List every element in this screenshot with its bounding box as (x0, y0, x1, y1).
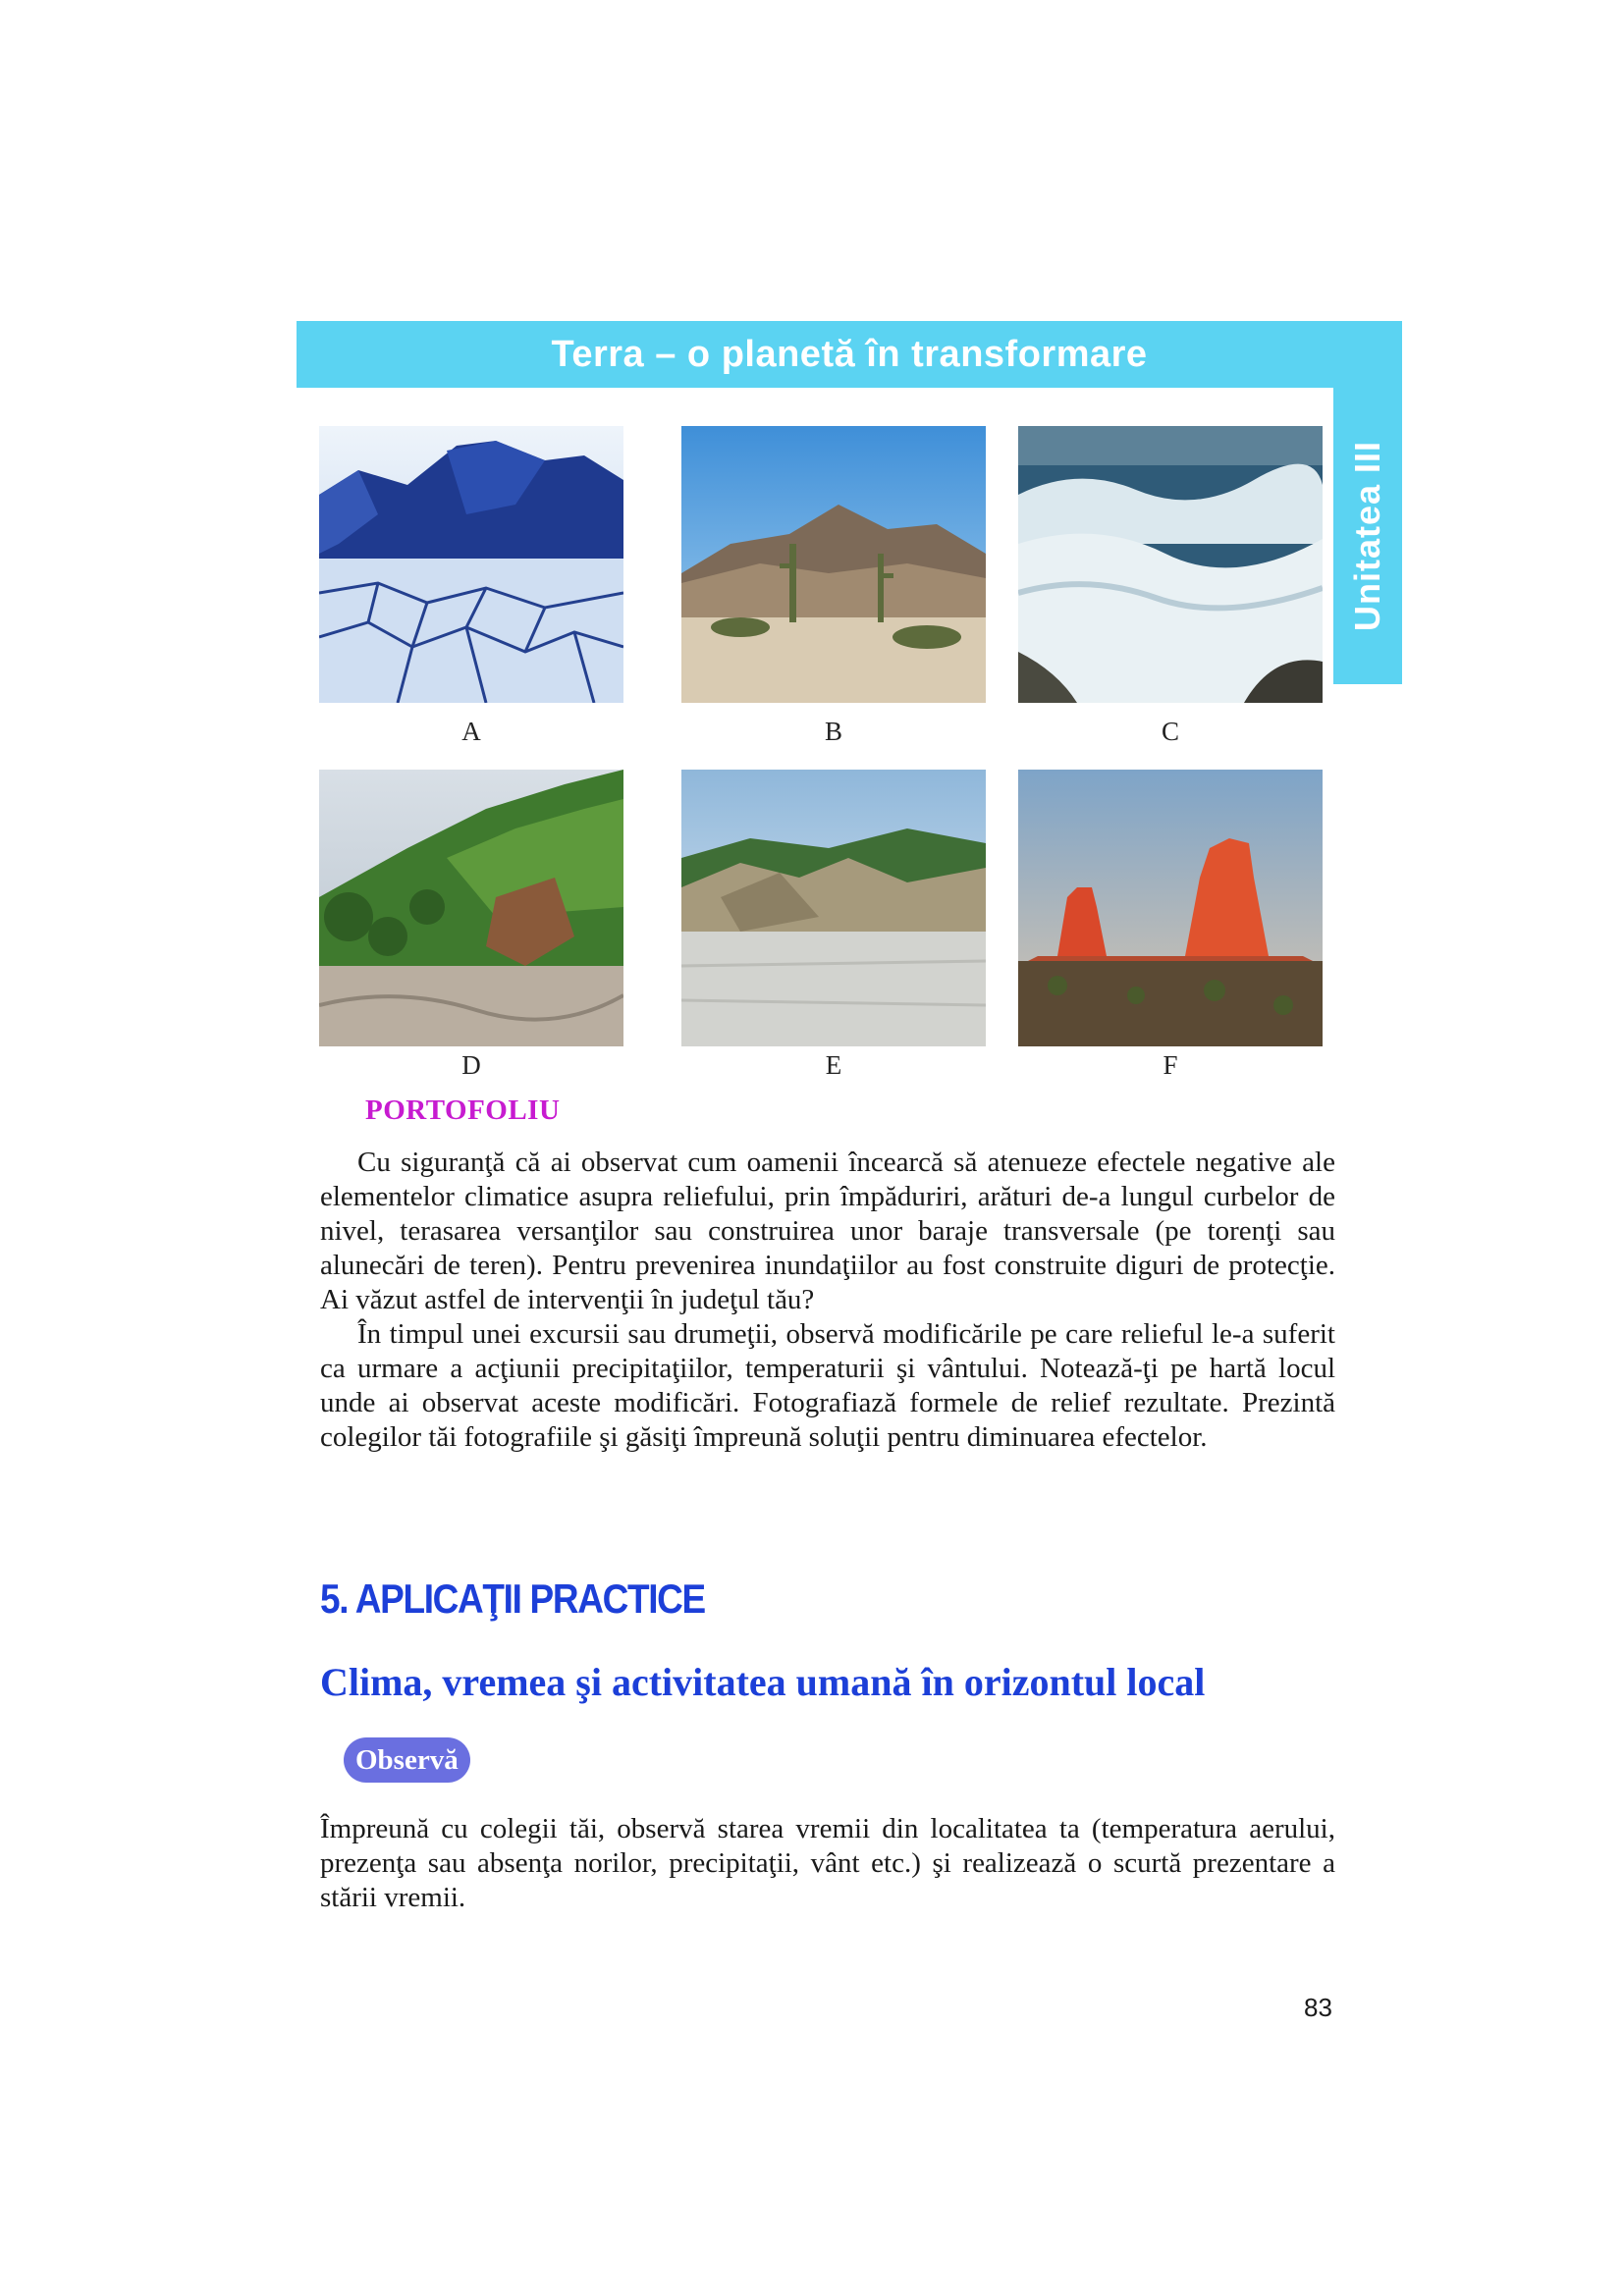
portfolio-heading: PORTOFOLIU (365, 1095, 561, 1126)
photo-f-buttes (1018, 770, 1323, 1046)
photo-f-label: F (1163, 1050, 1178, 1080)
page-number: 83 (1304, 1993, 1332, 2022)
unit-side-tab-label-wrap (1333, 388, 1402, 684)
section-heading: 5. APLICAŢII PRACTICE (320, 1575, 705, 1622)
observa-badge: Observă (344, 1737, 470, 1783)
section-subheading: Clima, vremea şi activitatea umană în orizontul local (320, 1660, 1206, 1704)
photo-e-label: E (825, 1050, 842, 1080)
photo-a-ice-mountain (319, 426, 623, 703)
photo-e-erosion (681, 770, 986, 1046)
portfolio-paragraph-2: În timpul unei excursii sau drumeţii, observă modificările pe care relieful le-a suferit ca urmare a acţiunii precipitaţiilor, temperaturii şi vântului. Notează-ţi pe hartă locul unde ai observat aceste modificări. Fotografiază formele de relief rezultate. Prezintă colegilor tăi fotografiile şi găsiţi împreună soluţii pentru diminuarea efectelor. (320, 1318, 1335, 1453)
observa-paragraph: Împreună cu colegii tăi, observă starea vremii din localitatea ta (temperatura aerului, prezenţa sau absenţa norilor, precipitaţii, vânt etc.) şi realizează o scurtă prezentare a stării vremii. (320, 1813, 1335, 1913)
portfolio-text (320, 1146, 1335, 1455)
photo-c-waves (1018, 426, 1323, 703)
unit-side-tab-label: Unitatea III (1347, 440, 1388, 632)
page-header-title: Terra – o planetă în transformare (551, 334, 1148, 375)
photo-d-landslide (319, 770, 623, 1046)
photo-a-label: A (461, 717, 481, 746)
photo-b-label: B (824, 717, 842, 746)
observa-text (320, 1812, 1335, 1915)
photo-b-desert (681, 426, 986, 703)
photo-c-label: C (1161, 717, 1179, 746)
photo-d-label: D (461, 1050, 481, 1080)
portfolio-paragraph-1: Cu siguranţă că ai observat cum oamenii încearcă să atenueze efectele negative ale elementelor climatice asupra reliefului, prin împăduriri, arături de-a lungul curbelor de nivel, terasarea versanţilor sau construirea unor baraje transversale (pe torenţi sau alunecări de teren). Pentru prevenirea inundaţiilor au fost construite diguri de protecţie. Ai văzut astfel de intervenţii în judeţul tău? (320, 1147, 1335, 1315)
